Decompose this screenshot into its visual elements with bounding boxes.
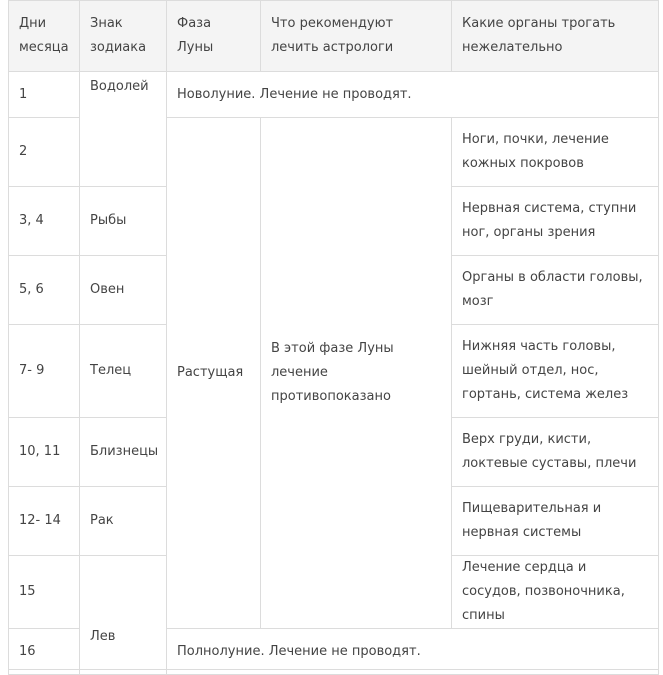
day-cell: 10, 11	[9, 418, 80, 487]
sign-cell: Близнецы	[80, 418, 167, 487]
header-sign: Знак зодиака	[80, 1, 167, 72]
avoid-cell: Верх груди, кисти, локтевые суставы, плечи	[452, 418, 659, 487]
table-divider	[8, 669, 658, 670]
sign-cell-aquarius: Водолей	[80, 72, 167, 187]
sign-cell: Рак	[80, 487, 167, 556]
avoid-cell: Пищеварительная и нервная системы	[452, 487, 659, 556]
sign-cell: Рыбы	[80, 187, 167, 256]
phase-cell-waxing: Растущая	[167, 118, 261, 629]
header-phase: Фаза Луны	[167, 1, 261, 72]
day-cell: 1	[9, 72, 80, 118]
avoid-cell: Нервная система, ступни ног, органы зрения	[452, 187, 659, 256]
treat-cell-waxing: В этой фазе Луны лечение противопоказано	[261, 118, 452, 629]
moon-treatment-table	[8, 0, 659, 675]
day-cell: 5, 6	[9, 256, 80, 325]
day-cell: 7- 9	[9, 325, 80, 418]
header-treat: Что рекомендуют лечить астрологи	[261, 1, 452, 72]
avoid-cell: Ноги, почки, лечение кожных покровов	[452, 118, 659, 187]
day-cell: 15	[9, 556, 80, 629]
sign-cell-leo: Лев	[80, 556, 167, 675]
day-cell: 2	[9, 118, 80, 187]
header-row	[9, 1, 659, 72]
avoid-cell: Нижняя часть головы, шейный отдел, нос, гортань, система желез	[452, 325, 659, 418]
sign-cell: Телец	[80, 325, 167, 418]
day-cell: 16	[9, 629, 80, 675]
avoid-cell: Лечение сердца и сосудов, позвоночника, спины	[452, 556, 659, 629]
table-row	[9, 72, 659, 118]
new-moon-cell: Новолуние. Лечение не проводят.	[167, 72, 659, 118]
day-cell: 12- 14	[9, 487, 80, 556]
header-day: Дни месяца	[9, 1, 80, 72]
sign-cell: Овен	[80, 256, 167, 325]
header-avoid: Какие органы трогать нежелательно	[452, 1, 659, 72]
full-moon-cell: Полнолуние. Лечение не проводят.	[167, 629, 659, 675]
day-cell: 3, 4	[9, 187, 80, 256]
avoid-cell: Органы в области головы, мозг	[452, 256, 659, 325]
